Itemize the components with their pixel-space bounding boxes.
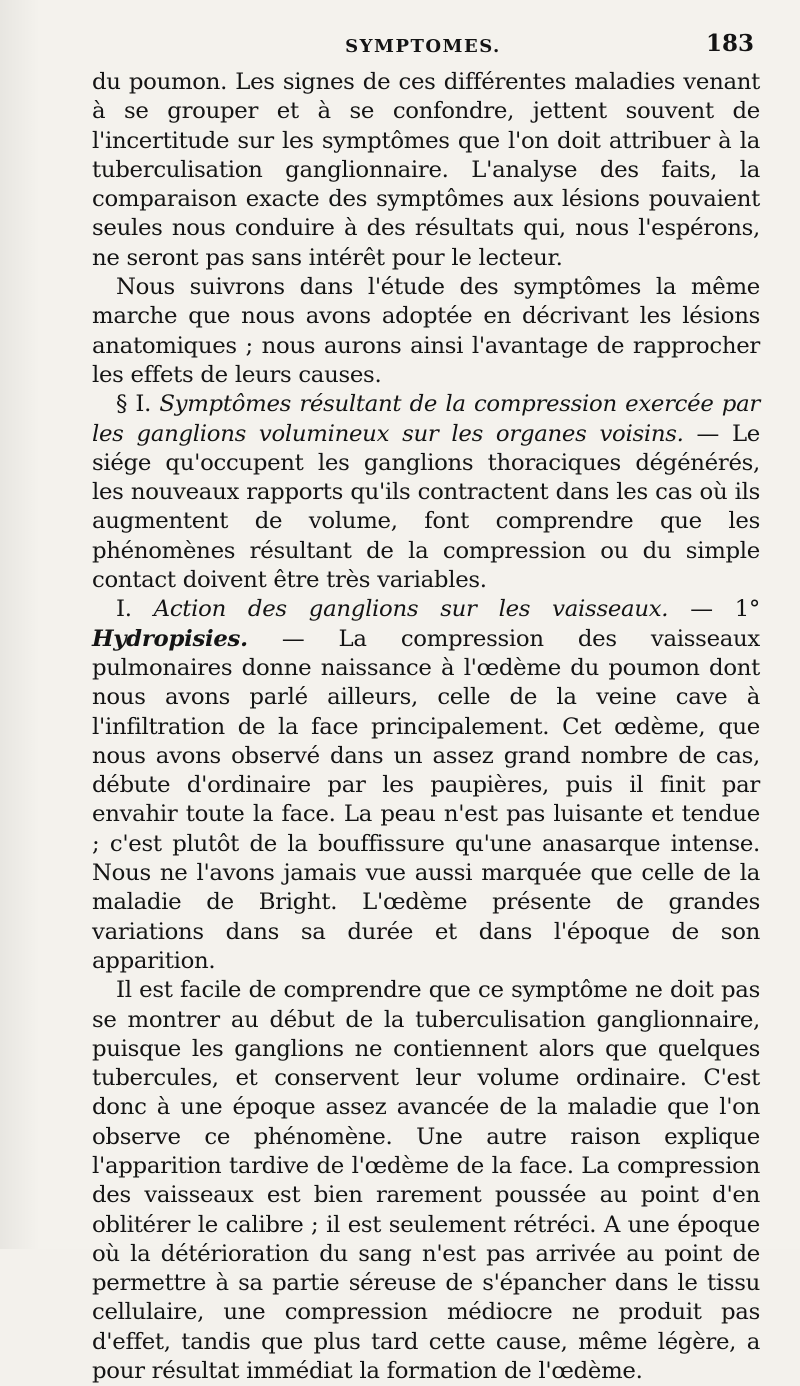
running-head: SYMPTOMES.: [345, 36, 501, 57]
section-paragraph: [92, 390, 760, 595]
section-body: — Le siége qu'occupent les ganglions thoraciques dégénérés, les nouveaux rapports qu'ils contractent dans les cas où ils augmentent de volume, font comprendre que les phénomènes résultant de la compression ou du simple contact doivent être très variables.: [92, 420, 761, 594]
item-title: Hydropisies.: [92, 625, 248, 652]
paragraph-continuation: du poumon. Les signes de ces différentes maladies venant à se grouper et à se confondre, jettent souvent de l'incertitude sur les symptômes que l'on doit attribuer à la tuberculisation ganglionnaire. L'analyse des faits, la comparaison exacte des symptômes aux lésions pouvaient seules nous conduire à des résultats qui, nous l'espérons, ne seront pas sans intérêt pour le lecteur.: [92, 69, 760, 271]
paragraph-method: Nous suivrons dans l'étude des symptômes la même marche que nous avons adoptée en décrivant les lésions anatomiques ; nous aurons ainsi l'avantage de rapprocher les effets de leurs causes.: [92, 274, 760, 388]
subsection-paragraph: [92, 595, 760, 976]
item-number: 1°: [734, 596, 761, 623]
paragraph-explanation: Il est facile de comprendre que ce symptôme ne doit pas se montrer au début de la tuberculisation ganglionnaire, puisque les ganglions ne contiennent alors que quelques tubercules, et conservent leur volume ordinaire. C'est donc à une époque assez avancée de la maladie que l'on observe ce phénomène. Une autre raison explique l'apparition tardive de l'œdème de la face. La compression des vaisseaux est bien rarement poussée au point d'en oblitérer le calibre ; il est seulement rétréci. A une époque où la détérioration du sang n'est pas arrivée au point de permettre à sa partie séreuse de s'épancher dans le tissu cellulaire, une compression médiocre ne produit pas d'effet, tandis que plus tard cette cause, même légère, a pour résultat immédiat la formation de l'œdème.: [92, 977, 760, 1385]
section-number: § I.: [116, 391, 160, 418]
page-header: [92, 30, 754, 60]
subsection-number: I.: [116, 596, 154, 623]
subsection-body: — La compression des vaisseaux pulmonaires donne naissance à l'œdème du poumon dont nous avons parlé ailleurs, celle de la veine cave à l'infiltration de la face principalement. Cet œdème, que nous avons observé dans un assez grand nombre de cas, débute d'ordinaire par les paupières, puis il finit par envahir toute la face. La peau n'est pas luisante et tendue ; c'est plutôt de la bouffissure qu'une anasarque intense. Nous ne l'avons jamais vue aussi marquée que celle de la maladie de Bright. L'œdème présente de grandes variations dans sa durée et dans l'époque de son apparition.: [92, 625, 760, 974]
page-number: 183: [705, 30, 754, 57]
section-title: Symptômes résultant de la compression exercée par les ganglions volumineux sur les organes voisins.: [92, 391, 760, 447]
subsection-dash: —: [668, 596, 735, 623]
subsection-title: Action des ganglions sur les vaisseaux.: [153, 596, 669, 623]
body-text: [92, 68, 760, 1386]
